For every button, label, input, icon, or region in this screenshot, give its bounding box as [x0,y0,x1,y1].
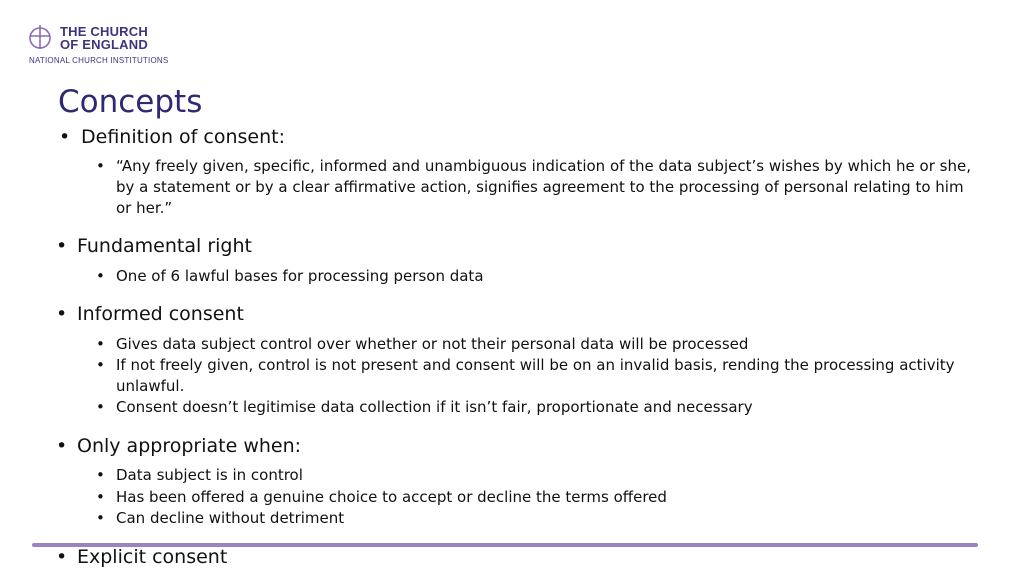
bullet-dot: • [96,356,105,374]
cross-logo-icon [29,24,53,50]
sub-bullet [96,465,976,486]
logo-text-line2: OF ENGLAND [60,37,148,52]
bullet-dot: • [96,335,105,353]
bullet-dot: • [56,303,68,325]
logo-text-line1: THE CHURCH [60,24,148,39]
slide-title: Concepts [58,84,203,120]
logo-subtitle: NATIONAL CHURCH INSTITUTIONS [29,56,169,65]
bullet-heading: Definition of consent: [81,126,285,148]
sub-bullet-text: Consent doesn’t legitimise data collection if it isn’t fair, proportionate and necessary [116,398,753,416]
sub-bullet [96,487,976,508]
sub-bullet [96,156,976,219]
bullet-dot: • [59,126,71,148]
bullet-dot: • [96,488,105,506]
sub-bullet-text: If not freely given, control is not present and consent will be on an invalid basis, rending the processing activity unlawful. [116,356,955,395]
sub-bullet-text: Gives data subject control over whether or not their personal data will be processed [116,335,749,353]
sub-bullet [96,397,976,418]
bullet-heading: Only appropriate when: [77,435,302,457]
sub-bullet-text: Has been offered a genuine choice to accept or decline the terms offered [116,488,667,506]
bullet-dot: • [96,267,105,285]
bullet-dot: • [96,509,105,527]
bullet-dot: • [56,546,68,568]
sub-bullet [96,508,976,529]
bullet-dot: • [96,398,105,416]
sub-bullet [96,355,956,397]
bullet-heading: Informed consent [77,303,244,325]
sub-bullet-text: Can decline without detriment [116,509,345,527]
bullet-heading: Explicit consent [77,546,228,568]
sub-bullet-text: Data subject is in control [116,466,303,484]
sub-bullet [96,266,976,287]
bullet-dot: • [96,157,105,175]
sub-bullet-text: One of 6 lawful bases for processing person data [116,267,484,285]
sub-bullet-text: “Any freely given, specific, informed and unambiguous indication of the data subject’s wishes by which he or she, by a statement or by a clear affirmative action, signifies agreement to the processing of personal relating to him or her.” [116,157,971,217]
bullet-dot: • [56,235,68,257]
bullet-heading: Fundamental right [77,235,252,257]
sub-bullet [96,334,976,355]
bullet-dot: • [96,466,105,484]
bullet-dot: • [56,435,68,457]
